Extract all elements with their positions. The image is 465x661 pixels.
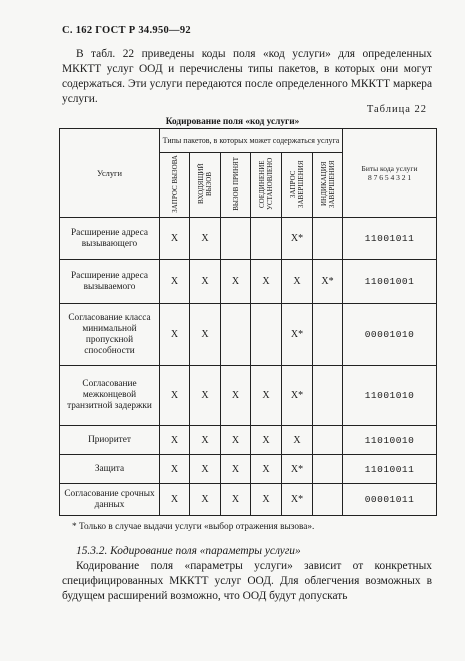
bit-code: 11010011 — [343, 455, 437, 484]
packet-type-header — [251, 153, 282, 218]
mark-cell: X — [251, 366, 282, 426]
mark-cell — [313, 426, 343, 455]
packet-type-label: ЗАПРОС ЗАВЕРШЕНИЯ — [289, 160, 305, 208]
mark-cell — [313, 484, 343, 516]
packet-type-header — [313, 153, 343, 218]
service-name: Согласование срочных данных — [60, 484, 160, 516]
service-code-table — [59, 128, 437, 516]
mark-cell: X — [160, 218, 190, 260]
mark-cell: X — [190, 260, 221, 304]
mark-cell: X — [190, 484, 221, 516]
packet-type-label: СОЕДИНЕНИЕ УСТАНОВЛЕНО — [258, 157, 274, 211]
service-name: Расширение адреса вызывающего — [60, 218, 160, 260]
mark-cell: X — [160, 426, 190, 455]
packet-type-header — [221, 153, 251, 218]
mark-cell: X — [190, 426, 221, 455]
header-bits — [343, 129, 437, 218]
header-bit-numbers: 8 7 6 5 4 3 2 1 — [367, 173, 412, 182]
mark-cell: X — [282, 426, 313, 455]
table-row — [60, 260, 437, 304]
intro-text: В табл. 22 приведены коды поля «код услуги» для определенных МККТТ услуг ООД и перечислены типы пакетов, в которых они могут содержаться. Эти услуги передаются после определенного МККТТ маркера услуги. — [62, 48, 432, 105]
packet-type-header — [160, 153, 190, 218]
mark-cell: X — [251, 426, 282, 455]
table-footnote: * Только в случае выдачи услуги «выбор отражения вызова». — [72, 522, 315, 532]
mark-cell: X* — [313, 260, 343, 304]
bit-code: 11001011 — [343, 218, 437, 260]
packet-type-label: ВХОДЯЩИЙ ВЫЗОВ — [197, 163, 213, 205]
mark-cell — [313, 304, 343, 366]
table-row — [60, 304, 437, 366]
mark-cell: X — [160, 455, 190, 484]
table-number: Таблица 22 — [366, 104, 427, 115]
mark-cell — [313, 218, 343, 260]
mark-cell: X — [221, 484, 251, 516]
mark-cell: X — [190, 218, 221, 260]
header-packet-types: Типы пакетов, в которых может содержаться услуга — [160, 129, 343, 153]
table-caption: Кодирование поля «код услуги» — [165, 117, 300, 127]
service-name: Приоритет — [60, 426, 160, 455]
mark-cell: X* — [282, 366, 313, 426]
service-name: Защита — [60, 455, 160, 484]
packet-type-header — [282, 153, 313, 218]
section-15-3-2 — [62, 544, 432, 604]
service-name: Расширение адреса вызываемого — [60, 260, 160, 304]
section-body: Кодирование поля «параметры услуги» зависит от конкретных специфицированных МККТТ услуг ООД. Для облегчения возможных в будущем расширений возможно, что ООД будут допускать — [62, 560, 432, 602]
mark-cell — [251, 218, 282, 260]
mark-cell: X — [160, 484, 190, 516]
mark-cell: X — [190, 455, 221, 484]
mark-cell — [313, 366, 343, 426]
mark-cell: X — [251, 484, 282, 516]
packet-type-label: ИНДИКАЦИЯ ЗАВЕРШЕНИЯ — [319, 160, 336, 208]
bit-code: 00001011 — [343, 484, 437, 516]
mark-cell — [221, 218, 251, 260]
mark-cell: X — [160, 260, 190, 304]
bit-code: 11010010 — [343, 426, 437, 455]
table-row — [60, 426, 437, 455]
table-row — [60, 218, 437, 260]
header-services: Услуги — [60, 129, 160, 218]
mark-cell: X* — [282, 484, 313, 516]
service-name: Согласование межконцевой транзитной задержки — [60, 366, 160, 426]
bit-code: 11001001 — [343, 260, 437, 304]
section-heading: 15.3.2. Кодирование поля «параметры услуги» — [76, 545, 301, 557]
table-row — [60, 484, 437, 516]
mark-cell: X — [221, 426, 251, 455]
mark-cell: X — [251, 455, 282, 484]
mark-cell: X* — [282, 455, 313, 484]
packet-type-label: ЗАПРОС ВЫЗОВА — [170, 155, 179, 213]
table-row — [60, 366, 437, 426]
mark-cell: X — [251, 260, 282, 304]
mark-cell: X — [160, 366, 190, 426]
mark-cell: X* — [282, 218, 313, 260]
mark-cell — [313, 455, 343, 484]
mark-cell — [251, 304, 282, 366]
mark-cell: X — [221, 455, 251, 484]
intro-paragraph — [62, 47, 432, 107]
mark-cell: X — [221, 366, 251, 426]
bit-code: 11001010 — [343, 366, 437, 426]
mark-cell: X — [160, 304, 190, 366]
mark-cell: X — [190, 304, 221, 366]
page-header: С. 162 ГОСТ Р 34.950—92 — [62, 25, 191, 36]
service-name: Согласование класса минимальной пропускной способности — [60, 304, 160, 366]
mark-cell: X — [282, 260, 313, 304]
mark-cell: X* — [282, 304, 313, 366]
mark-cell: X — [190, 366, 221, 426]
mark-cell: X — [221, 260, 251, 304]
mark-cell — [221, 304, 251, 366]
packet-type-label: ВЫЗОВ ПРИНЯТ — [231, 157, 240, 211]
header-bits-label: Биты кода услуги — [361, 164, 418, 173]
table-row — [60, 455, 437, 484]
bit-code: 00001010 — [343, 304, 437, 366]
packet-type-header — [190, 153, 221, 218]
